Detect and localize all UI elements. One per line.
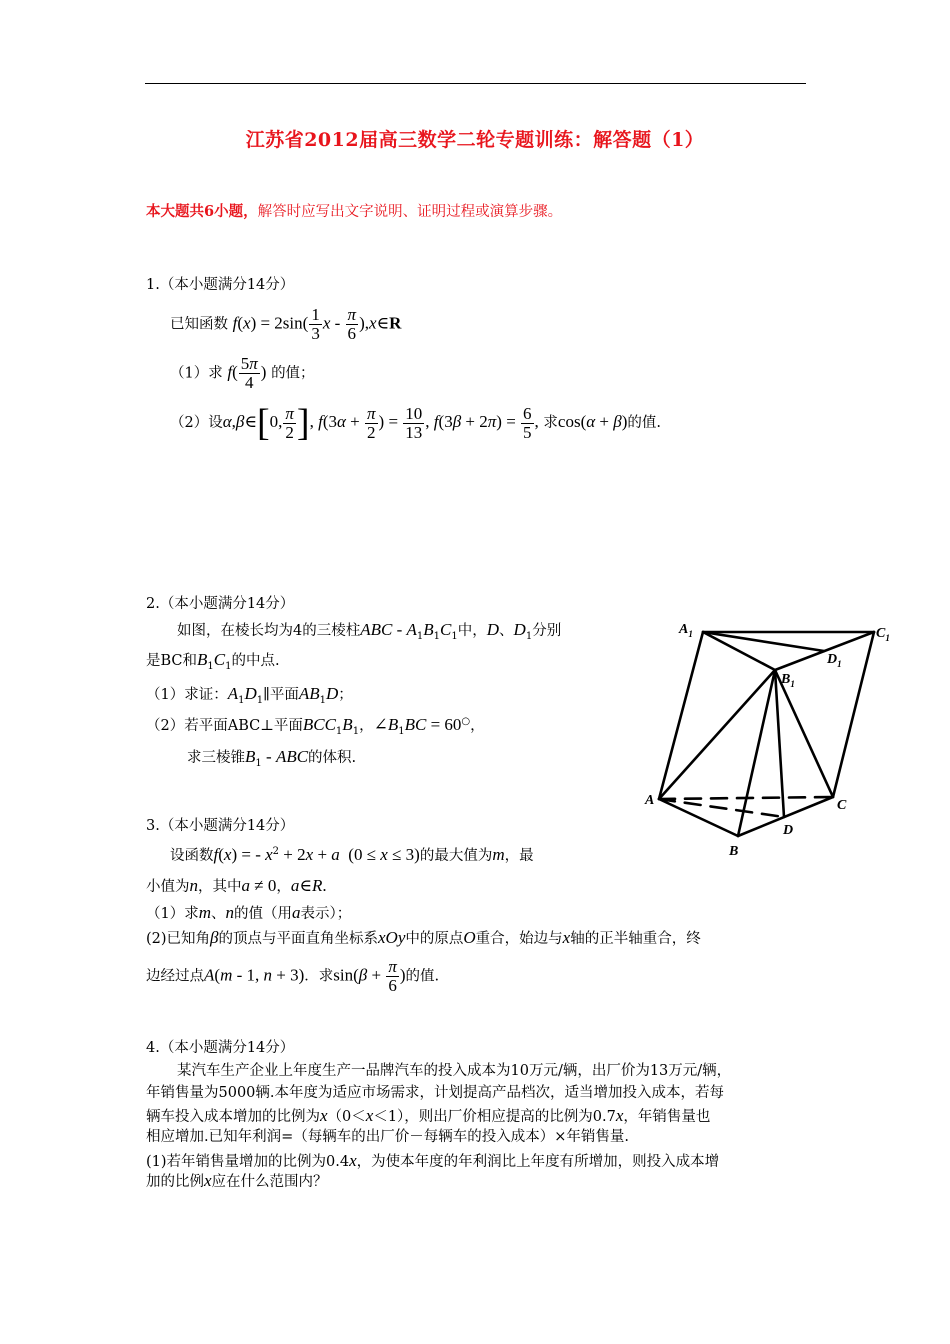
edge-CC1 xyxy=(833,632,874,797)
q3-line3: （1）求m、n的值（用a表示）； xyxy=(146,903,352,922)
label-D: D xyxy=(783,823,794,838)
label-C: C xyxy=(837,798,847,813)
edge-B1D xyxy=(775,670,784,817)
q2-line1: 如图，在棱长均为4的三棱柱ABC - $A_1B_1C_1$中，D、$D_1$分别 xyxy=(177,620,562,642)
edge-B1C xyxy=(775,670,833,797)
q4-line3: 辆车投入成本增加的比例为x（0＜x＜1），则出厂价相应提高的比例为0.7x，年销售量也 xyxy=(146,1106,711,1125)
label-C1: $C_1$ xyxy=(876,626,890,643)
q1-given: 已知函数 f(x) = 2sin( $\frac{1}{3}$ x - $\frac{\pi}{6}$ ),x∈R xyxy=(170,305,402,343)
q2-line2: 是BC和$B_1C_1$的中点. xyxy=(146,650,280,672)
q2-part2: （2）若平面ABC⊥平面$BCC_1B_1$，$\angle B_1BC = 60^○$， xyxy=(146,715,485,737)
q4-header: 4.（本小题满分14分） xyxy=(146,1040,295,1056)
q3-line2: 小值为n，其中a ≠ 0，a∈R. xyxy=(146,876,327,895)
label-A: A xyxy=(645,793,655,808)
page-title: 江苏省2012届高三数学二轮专题训练：解答题（1） xyxy=(245,129,705,151)
q3-header: 3.（本小题满分14分） xyxy=(146,818,295,834)
q3-line1: 设函数f(x) = - $x^2 + 2x + a$ (0 ≤ x ≤ 3)的最大值为m，最 xyxy=(170,845,534,864)
q2-part3: 求三棱锥$B_1$ - ABC的体积. xyxy=(187,747,357,769)
label-B1: $B_1$ xyxy=(781,672,795,689)
label-A1: $A_1$ xyxy=(679,622,693,639)
q2-header: 2.（本小题满分14分） xyxy=(146,596,295,612)
q4-line4: 相应增加.已知年利润=（每辆车的出厂价－每辆车的投入成本）×年销售量. xyxy=(146,1129,630,1145)
q2-part1: （1）求证：$A_1D_1\parallel$平面$AB_1D$； xyxy=(146,684,353,706)
intro-rest: 解答时应写出文字说明、证明过程或演算步骤。 xyxy=(257,204,563,220)
q4-line5: (1)若年销售量增加的比例为0.4x，为使本年度的年利润比上年度有所增加，则投入成本增 xyxy=(146,1151,720,1170)
q3-line4: (2)已知角β的顶点与平面直角坐标系xOy中的原点O重合，始边与x轴的正半轴重合，终 xyxy=(146,928,701,947)
label-D1: $D_1$ xyxy=(827,652,842,669)
edge-AC-hidden xyxy=(659,797,833,799)
intro-bold: 本大题共6小题， xyxy=(146,203,258,220)
q1-header: 1.（本小题满分14分） xyxy=(146,277,295,293)
top-rule xyxy=(145,83,806,84)
q4-line2: 年销售量为5000辆.本年度为适应市场需求，计划提高产品档次，适当增加投入成本，若每 xyxy=(146,1085,725,1101)
q1-part1: （1）求 f( $\frac{5\pi}{4}$ ) 的值； xyxy=(170,354,315,392)
q4-line1: 某汽车生产企业上年度生产一品牌汽车的投入成本为10万元/辆，出厂价为13万元/辆， xyxy=(177,1063,732,1079)
prism-figure xyxy=(643,617,903,862)
label-B: B xyxy=(729,844,739,859)
q4-line6: 加的比例x应在什么范围内？ xyxy=(146,1171,328,1190)
intro-text xyxy=(146,200,562,221)
q3-line5: 边经过点A(m - 1, n + 3)．求sin(β + $\frac{\pi}{6}$ )的值. xyxy=(146,957,440,995)
q1-part2: （2）设α,β∈[0, $\frac{\pi}{2}$ ], f(3α + $\frac{\pi}{2}$ ) = $\frac{10}{13}$ , f(3β + 2π) = $\frac{6}{5}$ , 求cos(α + β)的值. xyxy=(170,402,662,444)
